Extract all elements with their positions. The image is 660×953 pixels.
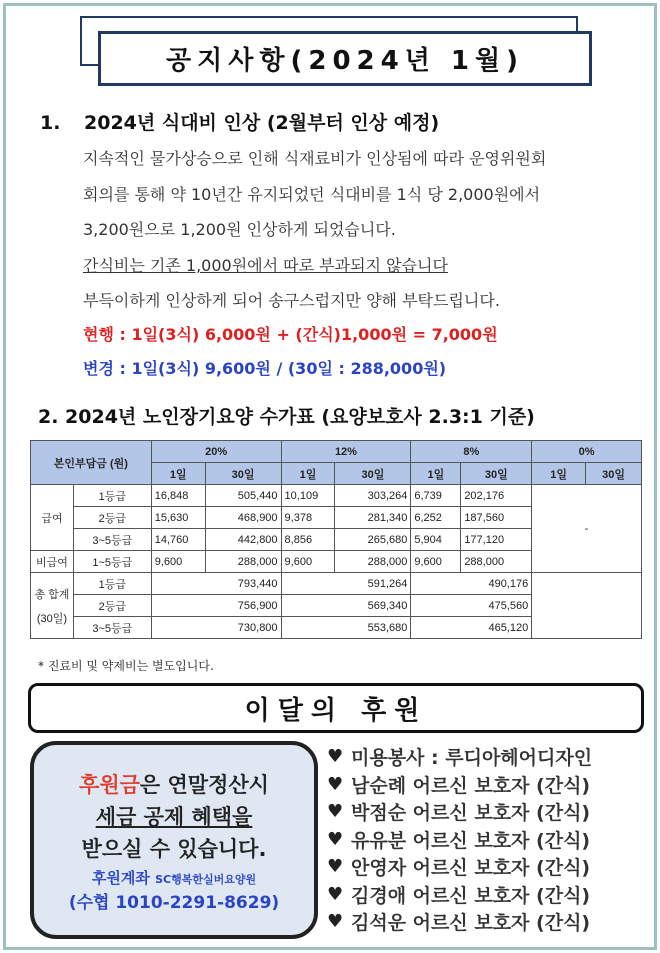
total-cell: 730,800: [151, 617, 281, 639]
donor-name: 김석운 어르신 보호자 (간식): [351, 912, 591, 935]
total-cell: 475,560: [411, 595, 532, 617]
page-title: 공지사항(2024년 1월): [98, 31, 592, 86]
rate-header-8: 8%: [411, 441, 532, 463]
section1-heading: [40, 108, 439, 135]
grade-cell: 1등급: [73, 485, 151, 507]
total-label-period: (30일): [36, 612, 68, 625]
tax-line-3: 받으실 수 있습니다.: [81, 837, 267, 861]
grade-cell: 2등급: [73, 595, 151, 617]
group-label-nonbenefit: 비급여: [31, 551, 74, 573]
sub-header-month: 30일: [461, 463, 532, 485]
sub-header-day: 1일: [281, 463, 335, 485]
heart-icon: ♥: [327, 746, 344, 768]
value-cell: 288,000: [335, 551, 411, 573]
account-label-line: [34, 867, 314, 891]
list-item: [327, 853, 592, 881]
value-cell: 9,600: [411, 551, 461, 573]
heart-icon: ♥: [327, 883, 344, 905]
list-item: [327, 908, 592, 936]
current-fee-line: 현행 : 1일(3식) 6,000원 + (간식)1,000원 = 7,000원: [83, 325, 498, 344]
tax-line-1-rest: 은 연말정산시: [139, 773, 269, 797]
value-cell: 505,440: [205, 485, 281, 507]
group-label-benefit: 급여: [31, 485, 74, 551]
value-cell: 265,680: [335, 529, 411, 551]
table-footnote: * 진료비 및 약제비는 별도입니다.: [38, 659, 214, 673]
value-cell: 442,800: [205, 529, 281, 551]
account-org: SC행복한실버요양원: [155, 873, 257, 886]
table-row: [31, 485, 642, 507]
section1-line-2: 회의를 통해 약 10년간 유지되었던 식대비를 1식 당 2,000원에서: [83, 185, 541, 204]
heart-icon: ♥: [327, 773, 344, 795]
list-item: [327, 771, 592, 799]
zero-rate-total-cell: [532, 573, 642, 639]
tax-line-2: 세금 공제 혜택을: [95, 805, 253, 829]
section1-line-1: 지속적인 물가상승으로 인해 식재료비가 인상됨에 따라 운영위원회: [83, 149, 547, 168]
list-item: [327, 743, 592, 771]
total-cell: 553,680: [281, 617, 411, 639]
corner-header: 본인부담금 (원): [31, 441, 152, 485]
grade-cell: 1등급: [73, 573, 151, 595]
total-cell: 591,264: [281, 573, 411, 595]
section1-line-3: 3,200원으로 1,200원 인상하게 되었습니다.: [83, 220, 396, 239]
section1-line-5: 부득이하게 인상하게 되어 송구스럽지만 양해 부탁드립니다.: [83, 291, 500, 310]
list-item: [327, 826, 592, 854]
total-cell: 756,900: [151, 595, 281, 617]
section2-heading: 2. 2024년 노인장기요양 수가표 (요양보호사 2.3:1 기준): [38, 406, 535, 428]
value-cell: 202,176: [461, 485, 532, 507]
donor-name: 미용봉사 : 루디아헤어디자인: [351, 747, 593, 770]
value-cell: 6,739: [411, 485, 461, 507]
heart-icon: ♥: [327, 801, 344, 823]
changed-fee-line: 변경 : 1일(3식) 9,600원 / (30일 : 288,000원): [83, 359, 447, 378]
grade-cell: 3~5등급: [73, 529, 151, 551]
donor-name: 유유분 어르신 보호자 (간식): [351, 829, 591, 852]
total-cell: 465,120: [411, 617, 532, 639]
sub-header-day: 1일: [151, 463, 205, 485]
value-cell: 10,109: [281, 485, 335, 507]
zero-rate-cell: -: [532, 485, 642, 573]
value-cell: 303,264: [335, 485, 411, 507]
donor-name: 박점순 어르신 보호자 (간식): [351, 802, 591, 825]
value-cell: 288,000: [205, 551, 281, 573]
donor-name: 김경애 어르신 보호자 (간식): [351, 884, 591, 907]
value-cell: 14,760: [151, 529, 205, 551]
sponsor-title: 이달의 후원: [28, 683, 644, 733]
donation-word: 후원금: [79, 773, 140, 797]
heart-icon: ♥: [327, 911, 344, 933]
account-label: 후원계좌: [91, 869, 150, 887]
section1-line-4: 간식비는 기존 1,000원에서 따로 부과되지 않습니다: [83, 256, 448, 275]
sub-header-month: 30일: [586, 463, 642, 485]
grade-cell: 1~5등급: [73, 551, 151, 573]
value-cell: 9,600: [281, 551, 335, 573]
rate-header-20: 20%: [151, 441, 281, 463]
value-cell: 9,378: [281, 507, 335, 529]
total-cell: 569,340: [281, 595, 411, 617]
value-cell: 5,904: [411, 529, 461, 551]
section1-title: 2024년 식대비 인상 (2월부터 인상 예정): [84, 112, 440, 134]
total-cell: 490,176: [411, 573, 532, 595]
rate-header-0: 0%: [532, 441, 642, 463]
value-cell: 6,252: [411, 507, 461, 529]
total-label: 총 합계: [34, 588, 70, 601]
grade-cell: 3~5등급: [73, 617, 151, 639]
donor-name: 안영자 어르신 보호자 (간식): [351, 857, 591, 880]
donor-name: 남순례 어르신 보호자 (간식): [351, 774, 591, 797]
sub-header-month: 30일: [335, 463, 411, 485]
sub-header-day: 1일: [532, 463, 586, 485]
value-cell: 177,120: [461, 529, 532, 551]
list-item: [327, 881, 592, 909]
sub-header-day: 1일: [411, 463, 461, 485]
list-item: [327, 798, 592, 826]
donor-list: [327, 743, 592, 936]
value-cell: 8,856: [281, 529, 335, 551]
value-cell: 288,000: [461, 551, 532, 573]
heart-icon: ♥: [327, 828, 344, 850]
grade-cell: 2등급: [73, 507, 151, 529]
tax-line-1: [34, 769, 314, 801]
value-cell: 468,900: [205, 507, 281, 529]
group-label-total: [31, 573, 74, 639]
value-cell: 16,848: [151, 485, 205, 507]
value-cell: 281,340: [335, 507, 411, 529]
total-cell: 793,440: [151, 573, 281, 595]
fee-table: [30, 440, 642, 639]
value-cell: 187,560: [461, 507, 532, 529]
value-cell: 9,600: [151, 551, 205, 573]
value-cell: 15,630: [151, 507, 205, 529]
tax-benefit-box: [30, 741, 318, 939]
table-row: [31, 573, 642, 595]
section1-number: 1.: [40, 112, 61, 134]
sub-header-month: 30일: [205, 463, 281, 485]
rate-header-12: 12%: [281, 441, 411, 463]
account-number: (수협 1010-2291-8629): [68, 893, 280, 913]
heart-icon: ♥: [327, 856, 344, 878]
